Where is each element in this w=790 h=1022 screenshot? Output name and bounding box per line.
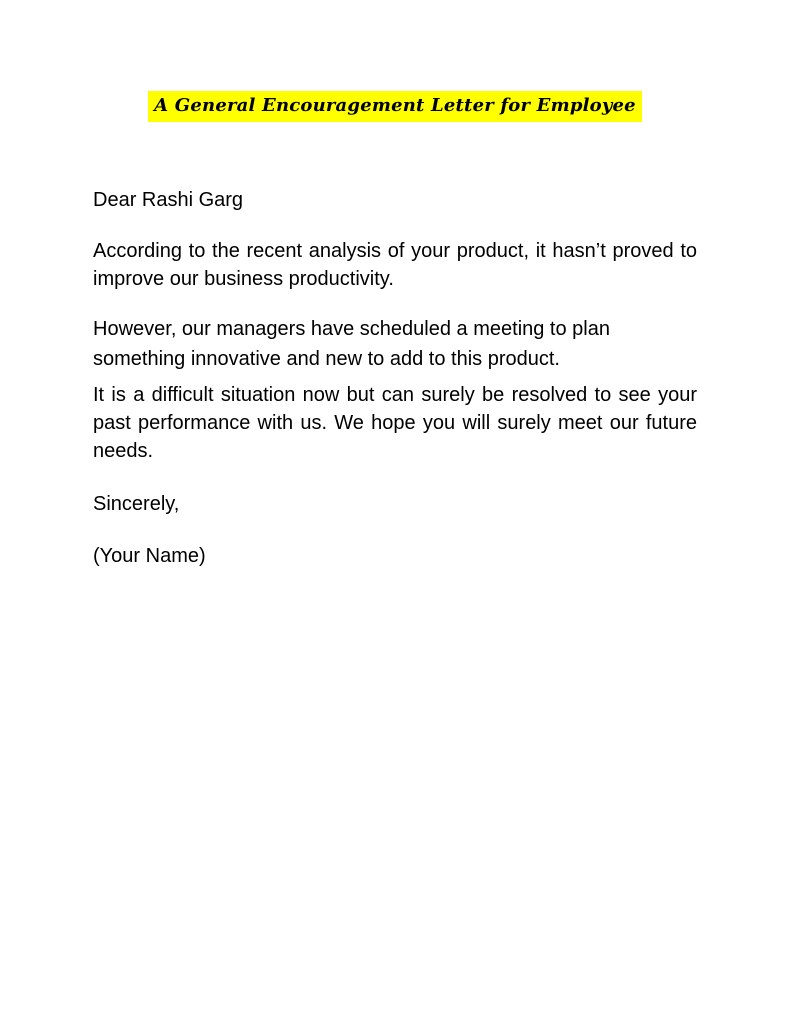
letter-paragraph-1: According to the recent analysis of your product, it hasn’t proved to improve our business productivity.: [93, 240, 697, 290]
title-container: [0, 91, 790, 122]
letter-paragraph-3: It is a difficult situation now but can surely be resolved to see your past performance with us. We hope you will surely meet our future needs.: [93, 384, 697, 462]
letter-paragraph-2: [93, 315, 697, 373]
letter-signature: (Your Name): [93, 545, 206, 567]
letter-paragraph-2-line-1: However, our managers have scheduled a meeting to plan: [93, 318, 610, 340]
letter-greeting: Dear Rashi Garg: [93, 189, 244, 211]
letter-closing: Sincerely,: [93, 493, 180, 515]
letter-title: A General Encouragement Letter for Employee: [148, 91, 642, 122]
letter-paragraph-2-line-2: something innovative and new to add to this product.: [93, 348, 560, 370]
